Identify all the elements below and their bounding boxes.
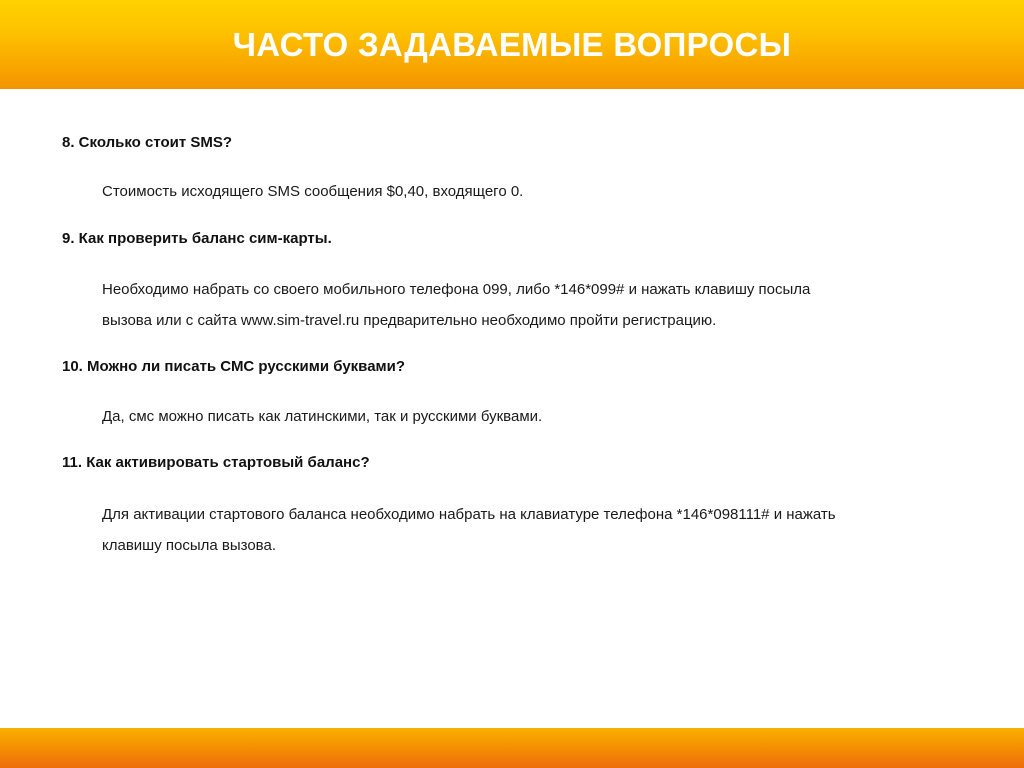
faq-answer-line: Да, смс можно писать как латинскими, так и русскими буквами.	[102, 408, 543, 425]
faq-item	[62, 227, 962, 336]
faq-item	[62, 355, 962, 432]
faq-question: 11. Как активировать стартовый баланс?	[62, 454, 370, 471]
faq-item	[62, 451, 962, 561]
faq-question: 9. Как проверить баланс сим-карты.	[62, 230, 332, 247]
header-bar	[0, 0, 1024, 89]
faq-list	[62, 131, 962, 561]
faq-answer	[102, 401, 962, 432]
faq-question: 8. Сколько стоит SMS?	[62, 134, 233, 151]
faq-question: 10. Можно ли писать СМС русскими буквами?	[62, 358, 406, 375]
faq-answer	[102, 176, 962, 207]
faq-answer	[102, 274, 962, 336]
faq-item	[62, 131, 962, 207]
faq-answer	[102, 499, 962, 561]
faq-answer-line: Стоимость исходящего SMS сообщения $0,40, входящего 0.	[102, 183, 524, 200]
footer-bar	[0, 728, 1024, 768]
faq-answer-line: клавишу посыла вызова.	[102, 537, 276, 554]
faq-answer-line: Для активации стартового баланса необходимо набрать на клавиатуре телефона *146*098111# и нажать	[102, 506, 836, 523]
page-title: ЧАСТО ЗАДАВАЕМЫЕ ВОПРОСЫ	[232, 26, 792, 63]
faq-answer-line: вызова или с сайта www.sim-travel.ru предварительно необходимо пройти регистрацию.	[102, 312, 717, 329]
faq-answer-line: Необходимо набрать со своего мобильного телефона 099, либо *146*099# и нажать клавишу посыла	[102, 281, 811, 298]
